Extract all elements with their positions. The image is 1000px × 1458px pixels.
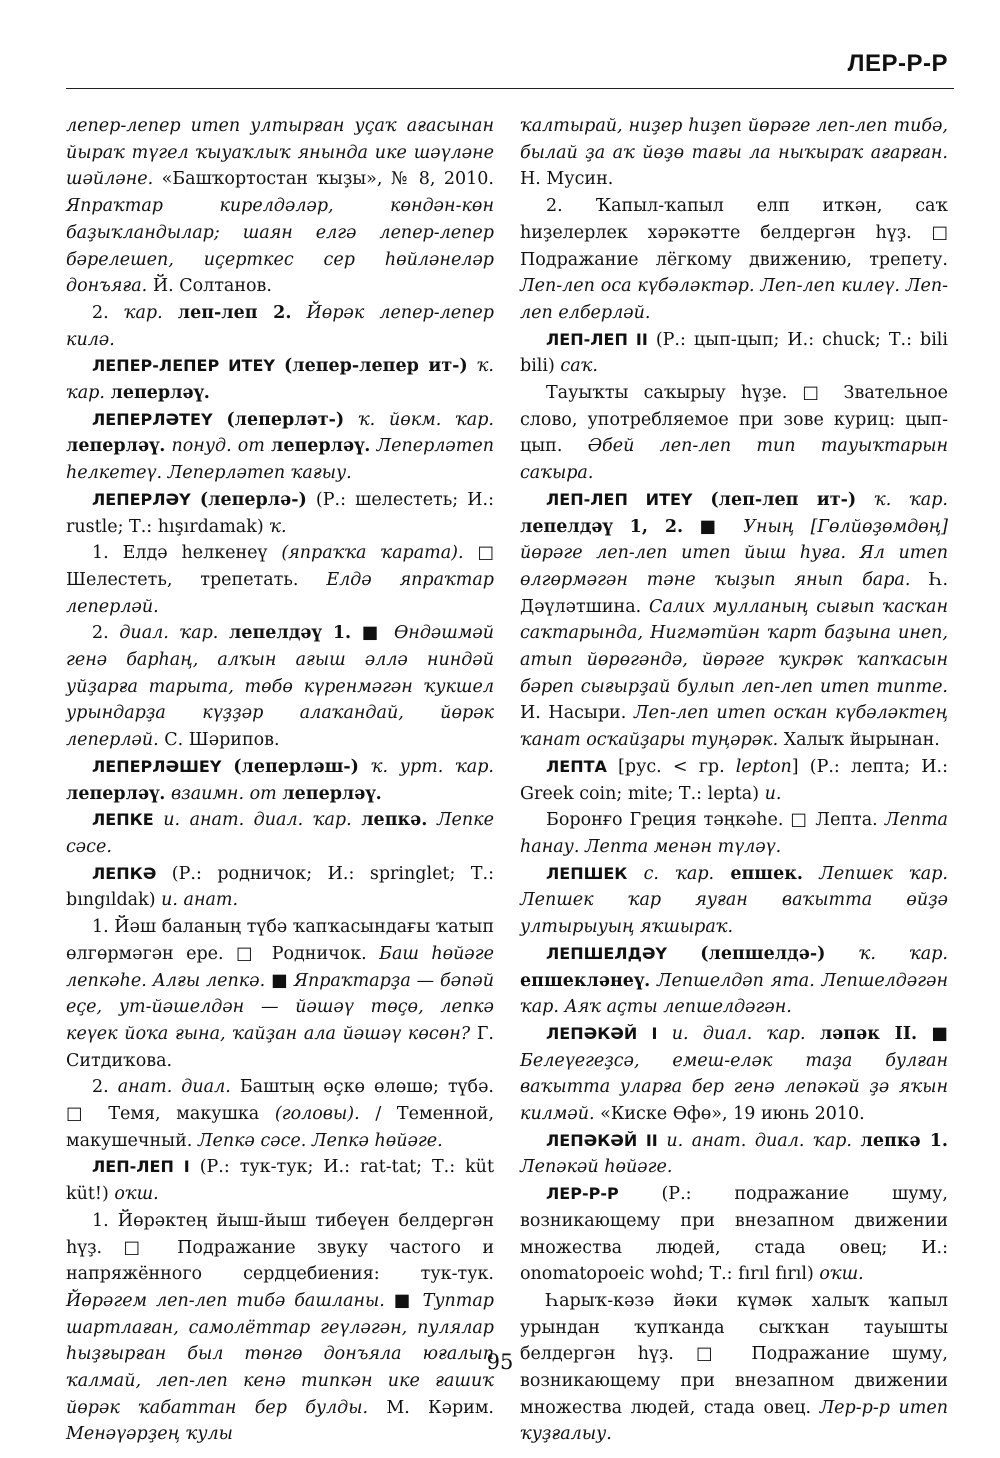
right-column [520,113,948,1448]
entry-paragraph: ҡалтырай, ниҙер һиҙеп йөрәге леп-леп тибә, былай ҙа аҡ йөҙө тағы ла ныҡыраҡ ағарған. Н. Мусин. [520,116,948,190]
entry-paragraph: ЛЕПКЕ и. анат. диал. ҡар. лепкә. Лепке сәсе. [66,810,494,857]
left-column [66,113,494,1448]
entry-paragraph: Һарыҡ-кәзә йәки күмәк халыҡ ҡапыл урындан ҡупҡанда сыҡҡан тауышты белдергән һүҙ. □ Подражание шуму, возникающему при внезапном движении множества людей, стада овец. Лер-р-р итеп ҡуҙғалыу. [520,1290,948,1445]
entry-paragraph: ЛЕПТА [рус. < гр. lepton] (Р.: лепта; И.: Greek coin; mite; Т.: lepta) и. [520,756,948,804]
header-rule [66,88,954,89]
entry-paragraph: ЛЕПЕР-ЛЕПЕР ИТЕҮ (лепер-лепер ит-) ҡ. ҡар. леперләү. [66,356,494,404]
entry-paragraph: 2. диал. ҡар. лепелдәү 1. ■ Өндәшмәй генә барһаң, алҡын ағыш әллә ниндәй уйҙарға тарыта, төбө күренмәгән ҡукшел урындарҙа күҙҙәр алаҡандай, йөрәк леперләй. С. Шәрипов. [66,623,494,751]
entry-paragraph: 2. анат. диал. Баштың өҫкө өлөшө; түбә. □ Темя, макушка (головы). / Теменной, макушечный. Лепкә сәсе. Лепкә һөйәге. [66,1077,495,1151]
entry-paragraph: ЛЕПЕРЛӘТЕҮ (леперләт-) ҡ. йөкм. ҡар. леперләү. понуд. от леперләү. Леперләтеп һелкетеү. Леперләтеп ҡағыу. [66,409,494,484]
entry-paragraph: ЛЕПӘКӘЙ I и. диал. ҡар. ләпәк II. ■ Белеүегеҙсә, емеш-еләк таҙа булған ваҡытта уларға бер генә лепәкәй ҙә яҡын килмәй. «Киске Өфө», 19 июнь 2010. [520,1023,948,1125]
entry-paragraph: ЛЕПӘКӘЙ II и. анат. диал. ҡар. лепкә 1. Лепәкәй һөйәге. [520,1130,948,1178]
entry-paragraph: 2. ҡар. леп-леп 2. Йөрәк лепер-лепер килә. [66,302,494,350]
entry-paragraph: Тауыҡты саҡырыу һүҙе. □ Звательное слово, употребляемое при зове куриц: цып-цып. Әбей леп-леп тип тауыҡтарын саҡыра. [520,383,948,484]
entry-paragraph: 2. Ҡапыл-ҡапыл елп иткән, саҡ һиҙелерлек хәрәкәтте белдергән һүҙ. □ Подражание лёгкому движению, трепету. Леп-леп оса күбәләктәр. Леп-леп килеү. Леп-леп елберләй. [520,196,948,323]
entry-paragraph: лепер-лепер итеп ултырған уҫаҡ ағасынан йыраҡ түгел ҡыуаҡлыҡ янында ике шәүләне шәйләне. «Башҡортостан ҡыҙы», № 8, 2010. Япраҡтар кирелдәләр, көндән-көн баҙыҡландылар; шаян елгә лепер-лепер бәрелешеп, иҫерткес сер һөйләнеләр донъяға. Й. Солтанов. [66,116,494,297]
entry-paragraph: ЛЕПЕРЛӘҮ (леперлә-) (Р.: шелестеть; И.: rustle; Т.: hışırdamak) ҡ. [66,489,494,537]
entry-paragraph: ЛЕПШЕЛДӘҮ (лепшелдә-) ҡ. ҡар. епшекләнеү. Лепшелдәп ята. Лепшелдәгән ҡар. Аяҡ аҫты лепшелдәгән. [520,943,948,1018]
entry-paragraph: ЛЕП-ЛЕП I (Р.: тук-тук; И.: rat-tat; Т.: küt küt!) оҡш. [66,1157,494,1205]
entry-paragraph: ЛЕПЕРЛӘШЕҮ (леперләш-) ҡ. урт. ҡар. леперләү. взаимн. от леперләү. [66,756,494,804]
running-head: ЛЕР-Р-Р [847,50,948,77]
entry-paragraph: ЛЕПШЕК с. ҡар. епшек. Лепшек ҡар. Лепшек ҡар яуған ваҡытта өйҙә ултырыуың яҡшыраҡ. [520,863,948,938]
entry-paragraph: ЛЕР-Р-Р (Р.: подражание шуму, возникающему при внезапном движении множества людей, стада овец; И.: onomatopoeic wohd; Т.: fırıl fırıl) оҡш. [520,1184,948,1285]
entry-paragraph: ЛЕПКӘ (Р.: родничок; И.: springlet; Т.: bıngıldak) и. анат. [66,863,494,911]
page-number: 95 [486,1350,514,1374]
entry-paragraph: 1. Йөрәктең йыш-йыш тибеүен белдергән һүҙ. □ Подражание звуку частого и напряжённого сердцебиения: тук-тук. Йөрәгем леп-леп тибә башланы. ■ Туптар шартлаған, самолёттар геүләгән, пулялар һыҙғырған был төнгө донъяла юғалып ҡалмай, леп-леп кенә типкән ике ғашиҡ йөрәк ҡабаттан бер булды. М. Кәрим. Менәүәрҙең ҡулы [66,1210,494,1445]
entry-paragraph: Боронғо Греция тәңкәһе. □ Лепта. Лепта һанау. Лепта менән түләү. [520,810,948,857]
entry-paragraph: 1. Елдә һелкенеү (япраҡҡа ҡарата). □ Шелестеть, трепетать. Елдә япраҡтар леперләй. [66,543,495,617]
entry-paragraph: 1. Йәш баланың түбә ҡапҡасындағы ҡатып өлгөрмәгән ере. □ Родничок. Баш һөйәге лепкәһе. Алғы лепкә. ■ Япраҡтарҙа — бәпәй еҫе, ут-йәшелдән — йәшәү төҫө, лепкә кеүек йоҡа ғына, ҡайҙан ала йәшәү көсөн? Г. Ситдиҡова. [66,917,494,1071]
entry-paragraph: ЛЕП-ЛЕП ИТЕҮ (леп-леп ит-) ҡ. ҡар. лепелдәү 1, 2. ■ Уның [Гөлйөҙөмдөң] йөрәге леп-леп итеп йыш һуға. Ял итеп өлгөрмәгән тәне ҡыҙып янып бара. Һ. Дәүләтшина. Салих мулланың сығып ҡасҡан саҡтарында, Нигмәтйән ҡарт баҙына инеп, атып йөрөгәндә, йөрәге ҡукрәк ҡапҡасын бәреп сығырҙай булып леп-леп итеп типте. И. Насыри. Леп-леп итеп осҡан күбәләктең ҡанат осҡайҙары туңәрәк. Халыҡ йырынан. [520,489,949,751]
entry-paragraph: ЛЕП-ЛЕП II (Р.: цып-цып; И.: chuck; Т.: bili bili) саҡ. [520,329,948,377]
